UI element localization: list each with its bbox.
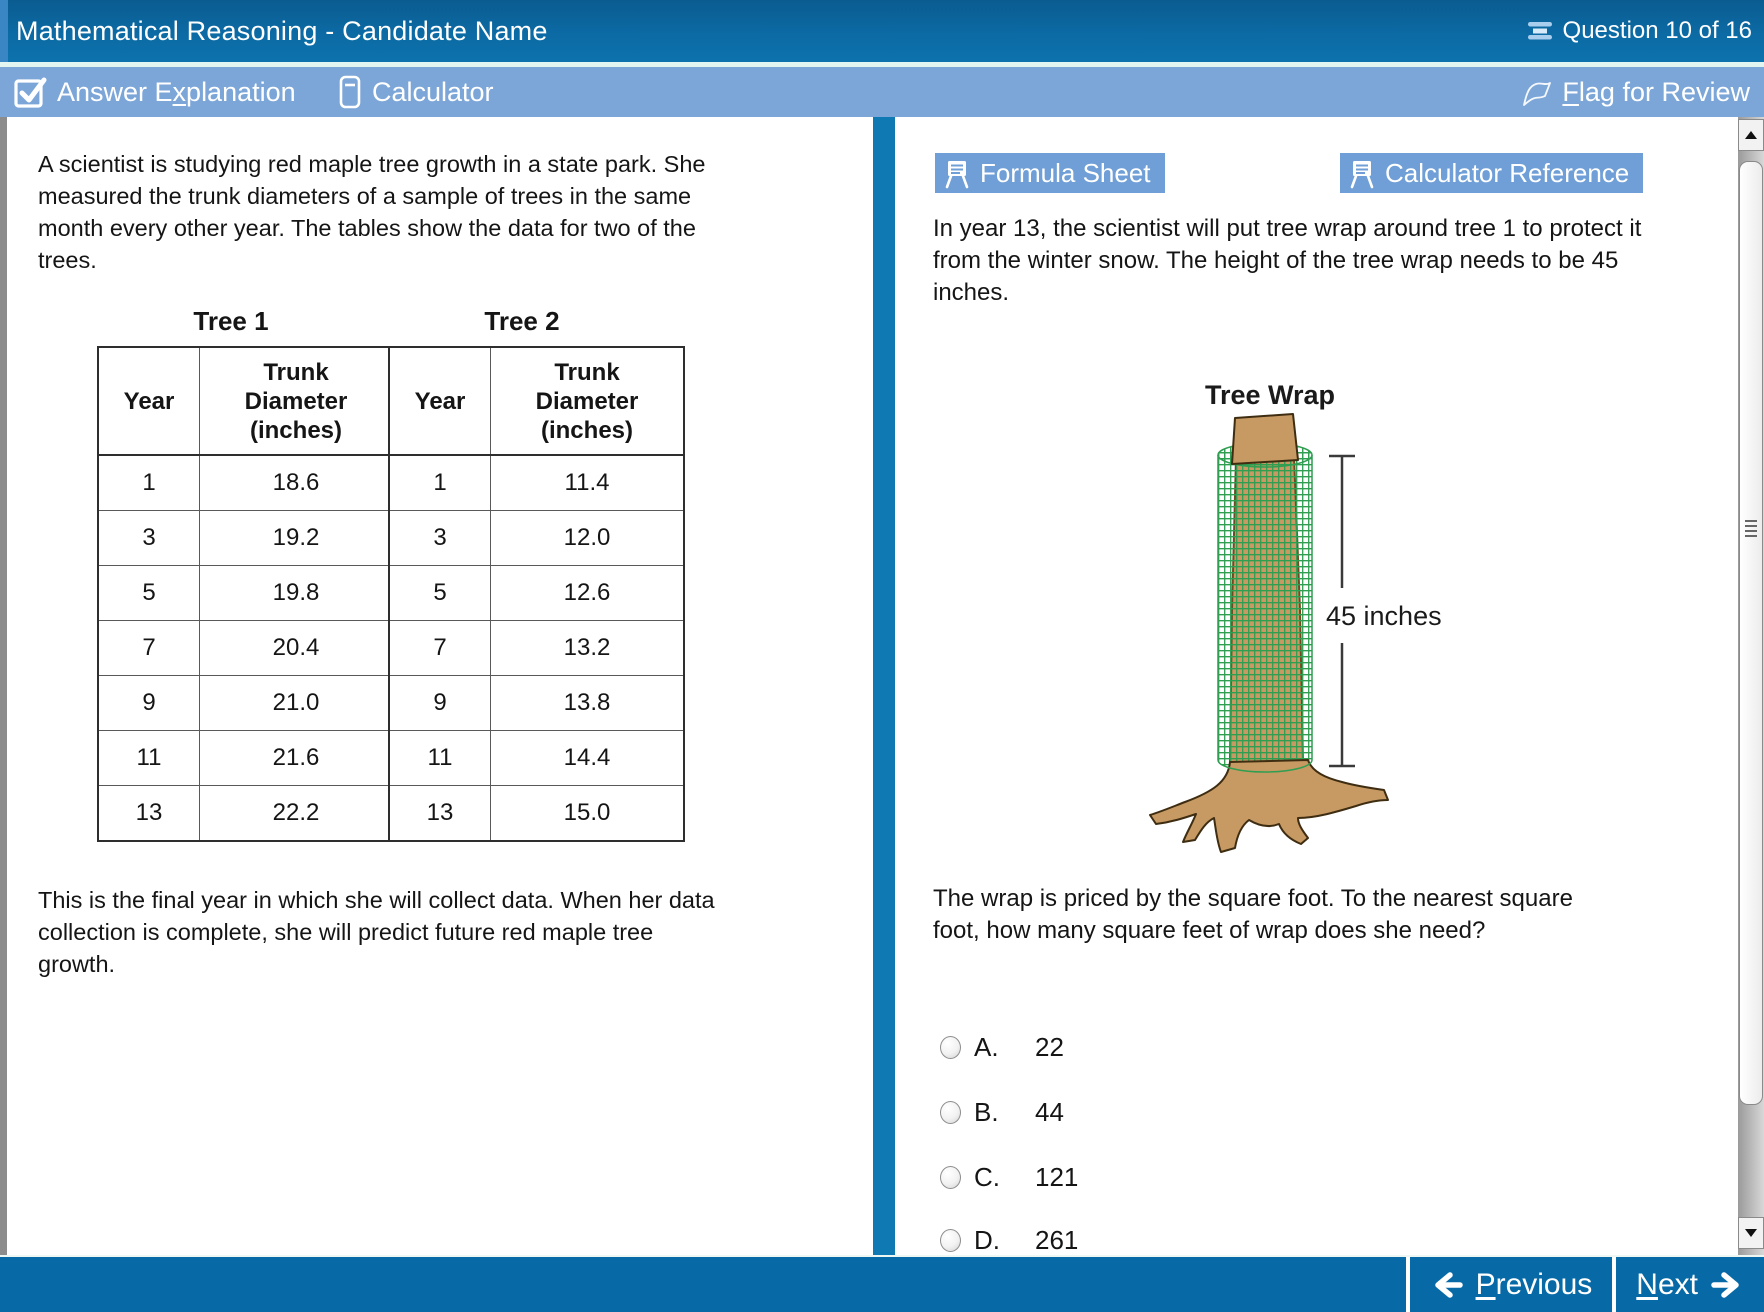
right-scrollbar[interactable] (1738, 117, 1764, 1255)
table-cell: 9 (98, 676, 200, 731)
tree1-table-title: Tree 1 (193, 306, 269, 336)
footer-bar (0, 1255, 1764, 1312)
option-row-a (940, 1030, 1064, 1064)
tree2-table (388, 346, 685, 842)
scrollbar-grip (1745, 520, 1757, 540)
question-intro-text: In year 13, the scientist will put tree wrap around tree 1 to protect it from the winter snow. The height of the tree wrap needs to be 45 inches. (933, 215, 1642, 306)
stimulus-outro-text: This is the final year in which she will collect data. When her data collection is complete, she will predict future red maple tree growth. (38, 887, 715, 977)
table-row (389, 455, 684, 511)
option-a-letter: A. (974, 1031, 999, 1062)
option-b-radio[interactable] (940, 1101, 961, 1124)
table-cell: 7 (389, 621, 491, 676)
table-row (389, 731, 684, 786)
table-cell: 18.6 (200, 455, 394, 511)
flag-label: Flag for Review (1562, 76, 1750, 107)
page-title: Mathematical Reasoning - Candidate Name (16, 15, 548, 46)
option-d-value: 261 (1035, 1224, 1079, 1255)
calculator-button[interactable] (337, 67, 494, 117)
option-c-letter: C. (974, 1161, 1000, 1192)
scroll-down-button[interactable] (1738, 1217, 1764, 1249)
option-a-value: 22 (1035, 1031, 1064, 1062)
calculator-icon (337, 74, 363, 110)
tree1-year-header: Year (98, 347, 200, 455)
table-cell: 12.0 (491, 511, 685, 566)
table-cell: 3 (98, 511, 200, 566)
question-list-icon (1525, 19, 1555, 43)
table-cell: 9 (389, 676, 491, 731)
tree-wrap-figure (1140, 410, 1560, 865)
table-row (389, 566, 684, 621)
calculator-reference-button[interactable] (1340, 153, 1643, 193)
table-row (98, 566, 393, 621)
scroll-up-button[interactable] (1738, 119, 1764, 151)
toolbar (0, 67, 1764, 117)
window-edge-strip (0, 0, 8, 62)
table-row (389, 621, 684, 676)
tree2-year-header: Year (389, 347, 491, 455)
calculator-reference-label: Calculator Reference (1385, 157, 1630, 188)
previous-button[interactable] (1410, 1257, 1613, 1312)
table-cell: 15.0 (491, 786, 685, 842)
next-label: Next (1636, 1267, 1698, 1301)
table-row (389, 676, 684, 731)
option-row-b (940, 1095, 1064, 1129)
table-row (98, 621, 393, 676)
question-counter[interactable] (1525, 0, 1752, 62)
table-cell: 5 (98, 566, 200, 621)
table-cell: 19.2 (200, 511, 394, 566)
tree1-diameter-header: Trunk Diameter (inches) (200, 347, 394, 455)
table-cell: 3 (389, 511, 491, 566)
easel-sheet-icon (1348, 157, 1376, 189)
option-b-letter: B. (974, 1096, 999, 1127)
easel-sheet-icon (943, 157, 971, 189)
table-cell: 1 (389, 455, 491, 511)
table-row (389, 786, 684, 842)
option-d-letter: D. (974, 1224, 1000, 1255)
stimulus-intro-text: A scientist is studying red maple tree growth in a state park. She measured the trunk diameters of a sample of trees in the same month every other year. The tables show the data for two of the trees. (38, 151, 706, 273)
tree1-table (97, 346, 394, 842)
option-c-value: 121 (1035, 1161, 1079, 1192)
table-cell: 7 (98, 621, 200, 676)
scroll-up-arrow-icon (1745, 131, 1757, 139)
question-text: The wrap is priced by the square foot. To the nearest square foot, how many square feet of wrap does she need? (933, 885, 1573, 944)
option-d-radio[interactable] (940, 1229, 961, 1252)
calculator-label: Calculator (372, 76, 494, 107)
option-c-radio[interactable] (940, 1166, 961, 1189)
table-cell: 13 (389, 786, 491, 842)
table-row (98, 511, 393, 566)
question-counter-label: Question 10 of 16 (1562, 17, 1752, 44)
table-cell: 19.8 (200, 566, 394, 621)
formula-sheet-label: Formula Sheet (980, 157, 1151, 188)
table-cell: 12.6 (491, 566, 685, 621)
option-b-value: 44 (1035, 1096, 1064, 1127)
table-cell: 11 (389, 731, 491, 786)
table-cell: 11.4 (491, 455, 685, 511)
table-cell: 20.4 (200, 621, 394, 676)
scrollbar-thumb[interactable] (1739, 161, 1763, 1105)
previous-label: Previous (1475, 1267, 1593, 1301)
panel-divider (873, 117, 895, 1255)
table-row (98, 455, 393, 511)
option-row-c (940, 1160, 1078, 1194)
option-row-d (940, 1223, 1078, 1257)
window-edge-strip (0, 117, 7, 1255)
checkbox-checked-icon (12, 74, 48, 110)
dimension-label: 45 inches (1326, 601, 1442, 631)
answer-explanation-label: Answer Explanation (57, 76, 296, 107)
tree2-diameter-header: Trunk Diameter (inches) (491, 347, 685, 455)
footer-nav (1406, 1257, 1764, 1312)
flag-icon (1517, 76, 1553, 108)
table-row (98, 676, 393, 731)
table-cell: 1 (98, 455, 200, 511)
table-row (98, 786, 393, 842)
table-cell: 5 (389, 566, 491, 621)
next-button[interactable] (1616, 1257, 1764, 1312)
table-row (98, 731, 393, 786)
table-cell: 13.2 (491, 621, 685, 676)
table-cell: 13 (98, 786, 200, 842)
scroll-down-arrow-icon (1745, 1229, 1757, 1237)
table-cell: 21.0 (200, 676, 394, 731)
arrow-right-icon (1708, 1270, 1744, 1300)
table-cell: 11 (98, 731, 200, 786)
flag-for-review-button[interactable] (1517, 67, 1750, 117)
table-cell: 13.8 (491, 676, 685, 731)
arrow-left-icon (1430, 1270, 1466, 1300)
table-cell: 14.4 (491, 731, 685, 786)
table-cell: 21.6 (200, 731, 394, 786)
option-a-radio[interactable] (940, 1036, 961, 1059)
title-bar (0, 0, 1764, 62)
tree2-table-title: Tree 2 (484, 306, 560, 336)
table-row (389, 511, 684, 566)
formula-sheet-button[interactable] (935, 153, 1165, 193)
answer-explanation-button[interactable] (12, 67, 296, 117)
figure-title: Tree Wrap (1204, 380, 1336, 410)
table-cell: 22.2 (200, 786, 394, 842)
